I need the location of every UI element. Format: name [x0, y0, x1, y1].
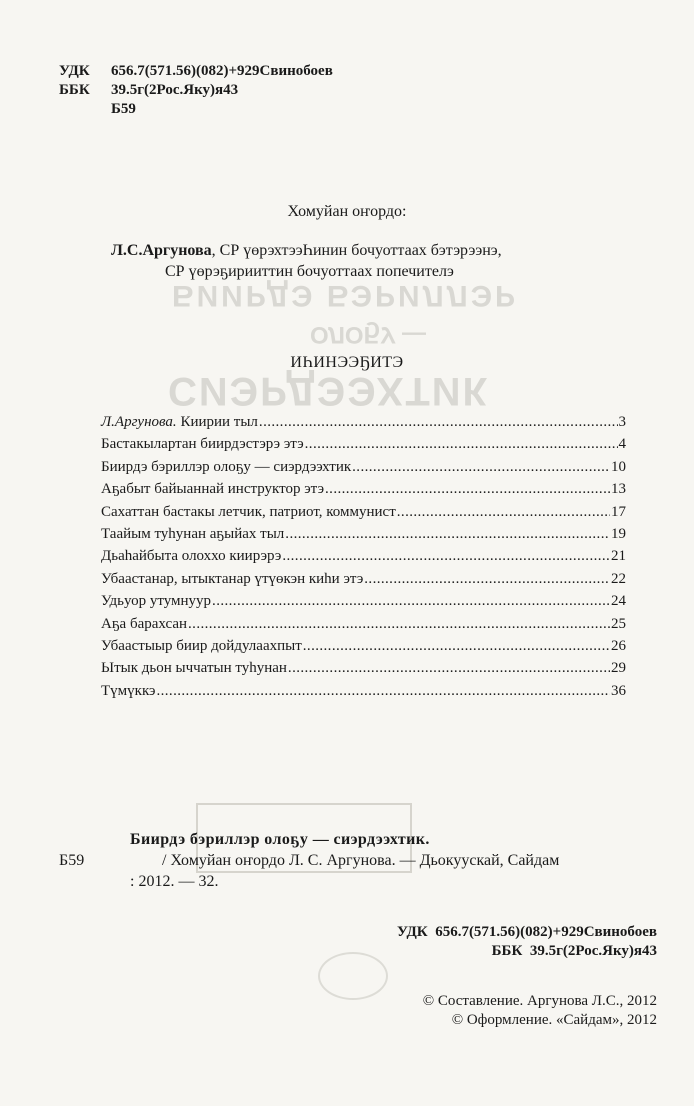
toc-entry — [101, 590, 626, 612]
toc-page-number: 10 — [611, 458, 626, 475]
toc-leader-dots — [305, 433, 618, 455]
toc-entry-text: Бастакылартан биирдэстэрэ этэ — [101, 436, 304, 453]
toc-entry — [101, 411, 626, 433]
toc-entry-text: Убаастанар, ытыктанар үтүөкэн киһи этэ — [101, 570, 364, 587]
toc-page-number: 19 — [611, 525, 626, 542]
toc-entry-title — [101, 590, 211, 612]
compiler-title-1: , СР үөрэхтээҺинин бочуоттаах бэтэрээнэ, — [211, 242, 502, 259]
copyright-compilation: © Составление. Аргунова Л.С., 2012 — [422, 993, 657, 1009]
toc-leader-dots — [212, 590, 610, 612]
udk-value: 656.7(571.56)(082)+929Свинобоев — [435, 924, 657, 940]
toc-entry-title — [101, 523, 284, 545]
toc-entry — [101, 523, 626, 545]
toc-entry-text: Таайым туһунан аҕыйах тыл — [101, 525, 285, 542]
classification-bottom — [397, 923, 657, 961]
bleed-through-decoration: СИЭРДЭЭХТИК — [168, 369, 489, 413]
toc-entry-title — [101, 545, 281, 567]
udk-label: УДК — [396, 924, 428, 940]
toc-entry-title — [101, 635, 302, 657]
toc-entry-title — [101, 657, 287, 679]
compiler-label: Хомуйан оҥордо: — [287, 203, 407, 220]
toc-entry-title — [101, 680, 155, 702]
toc-page-number: 26 — [611, 637, 626, 654]
toc-entry-title — [101, 613, 187, 635]
toc-entry-title — [101, 501, 396, 523]
toc-title: ИҺИНЭЭҔИТЭ — [290, 354, 404, 371]
toc-entry — [101, 478, 626, 500]
toc-entry-text: Аҕабыт байыаннай инструктор этэ — [101, 481, 325, 498]
toc-entry — [101, 680, 626, 702]
toc-leader-dots — [288, 657, 610, 679]
toc-entry — [101, 613, 626, 635]
toc-entry-title — [101, 433, 304, 455]
toc-leader-dots — [282, 545, 610, 567]
toc-entry — [101, 545, 626, 567]
toc-leader-dots — [303, 635, 610, 657]
toc-page-number: 4 — [618, 436, 626, 453]
bbk-value: 39.5г(2Рос.Яку)я43 — [111, 82, 239, 98]
toc-page-number: 36 — [611, 682, 626, 699]
toc-page-number: 22 — [611, 570, 626, 587]
bbk-label: ББК — [491, 943, 523, 959]
bib-author-code: Б59 — [59, 852, 85, 869]
toc-page-number: 13 — [611, 481, 626, 498]
toc-leader-dots — [285, 523, 610, 545]
toc-entry-text: Ытык дьон ыччатын туһунан — [101, 660, 287, 677]
bbk-value: 39.5г(2Рос.Яку)я43 — [529, 943, 657, 959]
classification-top — [59, 62, 333, 119]
table-of-contents — [101, 411, 626, 702]
toc-entry — [101, 635, 626, 657]
bleed-through-decoration: БИИРДЭ БЭРИЛЛЭР — [172, 279, 519, 312]
toc-entry-title — [101, 568, 363, 590]
toc-entry-text: Аҕа барахсан — [101, 615, 188, 632]
toc-page-number: 17 — [611, 503, 626, 520]
compiler-name: Л.С.Аргунова — [111, 242, 212, 259]
toc-leader-dots — [188, 613, 610, 635]
toc-leader-dots — [352, 456, 610, 478]
udk-label: УДК — [59, 63, 90, 79]
bib-responsibility: / Хомуйан оҥордо Л. С. Аргунова. — Дьокуускай, Сайдам — [162, 852, 560, 869]
publisher-stamp-oval — [318, 952, 388, 1000]
toc-entry — [101, 657, 626, 679]
toc-leader-dots — [259, 411, 618, 433]
author-sign-code: Б59 — [111, 101, 136, 117]
toc-leader-dots — [397, 501, 610, 523]
toc-entry-text: Түмүккэ — [101, 682, 156, 699]
bib-title: Биирдэ бэриллэр олоҕу — сиэрдээхтик. — [130, 831, 430, 848]
toc-entry-title — [101, 411, 258, 433]
toc-page-number: 25 — [611, 615, 626, 632]
toc-leader-dots — [156, 680, 610, 702]
bbk-label: ББК — [59, 82, 90, 98]
toc-entry-text: Киирии тыл — [176, 414, 258, 430]
bleed-through-decoration: ОЛОҔУ — — [310, 321, 427, 348]
toc-entry — [101, 568, 626, 590]
bib-extent: : 2012. — 32. — [130, 873, 219, 890]
copyright-design: © Оформление. «Сайдам», 2012 — [451, 1012, 657, 1028]
bibliographic-record — [130, 829, 559, 892]
toc-entry-text: Удьуор утумнуур — [101, 593, 212, 610]
toc-leader-dots — [364, 568, 610, 590]
toc-page-number: 21 — [611, 548, 626, 565]
toc-page-number: 24 — [611, 593, 626, 610]
toc-entry — [101, 456, 626, 478]
toc-entry — [101, 501, 626, 523]
toc-entry-title — [101, 456, 351, 478]
compiler-title-2: СР үөрэҕирииттин бочуоттаах попечителэ — [165, 263, 454, 280]
toc-leader-dots — [325, 478, 610, 500]
toc-entry-text: Дьаһайбыта олоххо киирэрэ — [101, 548, 282, 565]
toc-entry-author: Л.Аргунова. — [101, 414, 177, 430]
toc-entry — [101, 433, 626, 455]
toc-page-number: 3 — [618, 414, 626, 430]
toc-entry-title — [101, 478, 324, 500]
toc-entry-text: Биирдэ бэриллэр олоҕу — сиэрдээхтик — [101, 458, 352, 475]
toc-page-number: 29 — [611, 660, 626, 677]
compiler-credits — [111, 240, 502, 282]
copyright-block — [423, 992, 657, 1030]
toc-entry-text: Убаастыыр биир дойдулаахпыт — [101, 637, 302, 654]
udk-value: 656.7(571.56)(082)+929Свинобоев — [111, 63, 333, 79]
toc-entry-text: Сахаттан бастакы летчик, патриот, коммунист — [101, 503, 396, 520]
